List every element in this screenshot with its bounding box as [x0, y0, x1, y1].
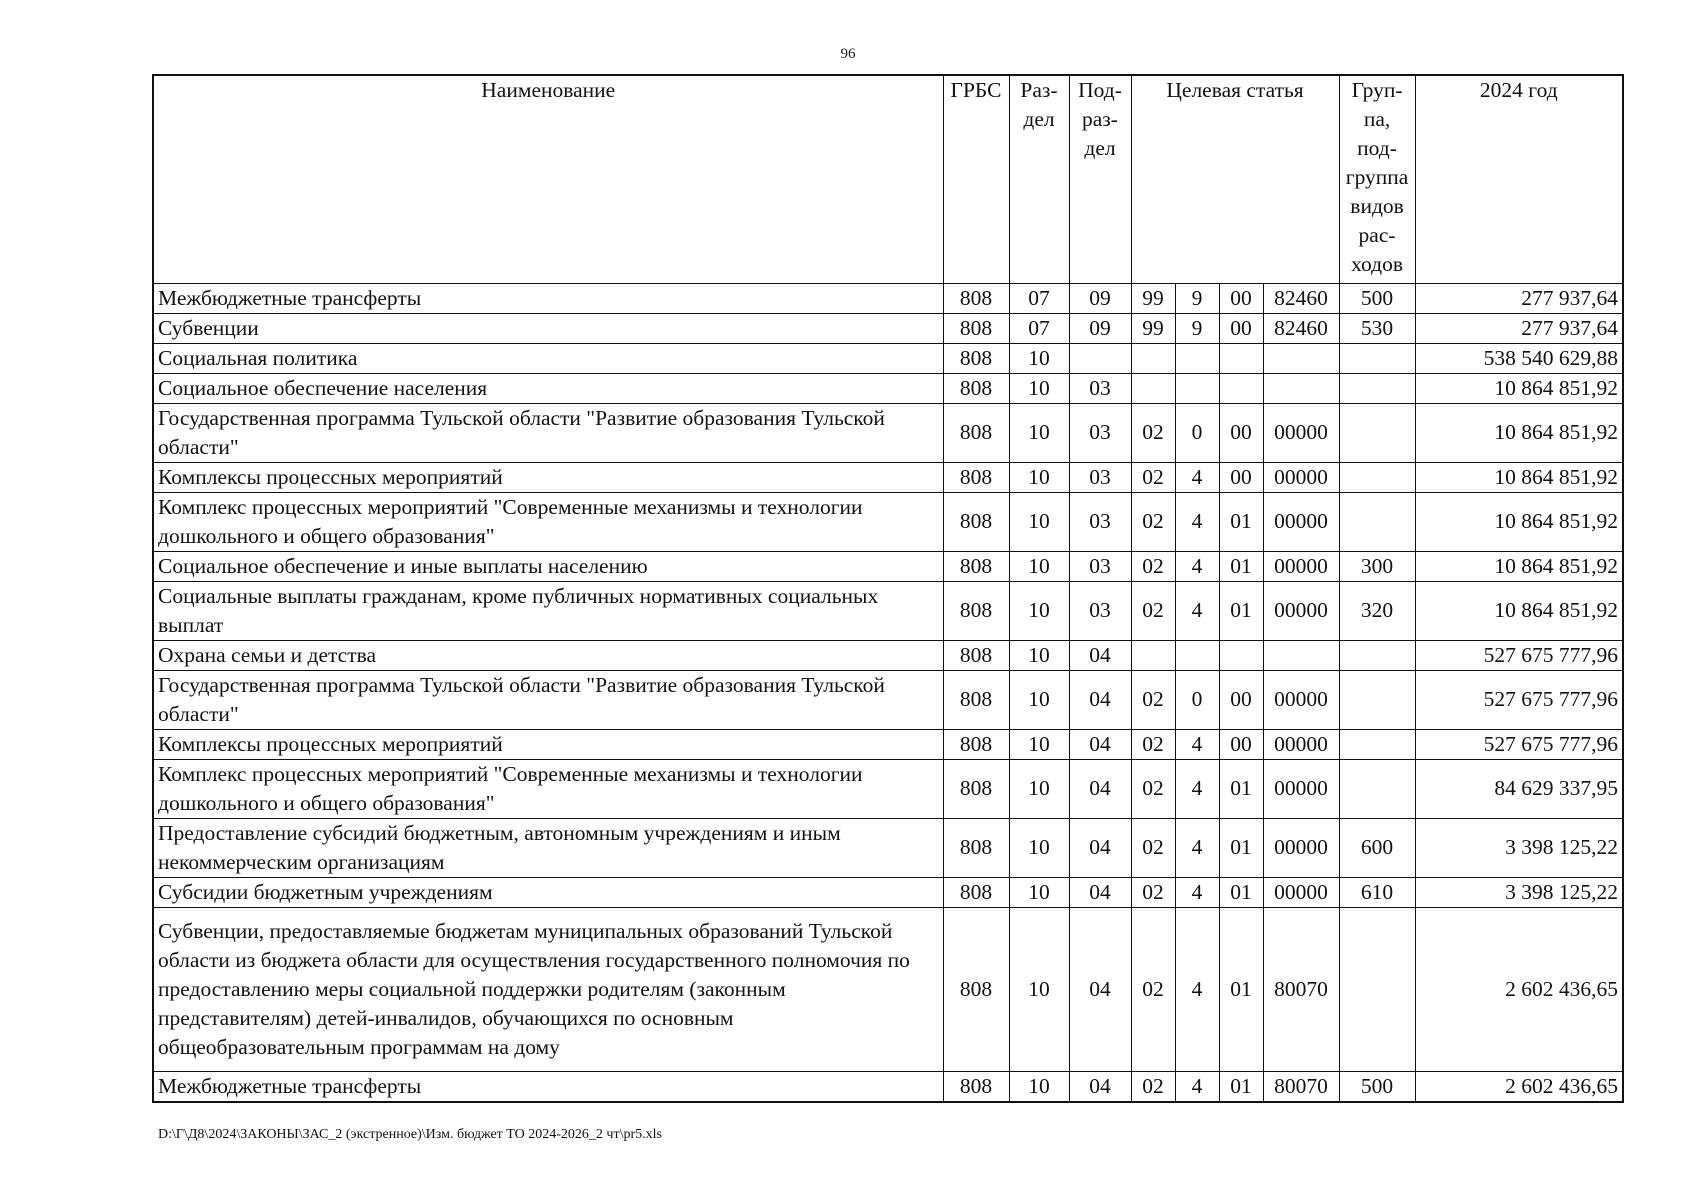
budget-table: [152, 74, 1624, 1103]
row-podrazdel: 04: [1069, 818, 1131, 877]
row-target-program: 02: [1131, 759, 1175, 818]
row-razdel: 10: [1009, 729, 1069, 759]
row-amount-2024: 277 937,64: [1415, 283, 1623, 313]
row-podrazdel: 04: [1069, 729, 1131, 759]
row-target-program: 02: [1131, 877, 1175, 907]
row-amount-2024: 10 864 851,92: [1415, 492, 1623, 551]
row-name: Субсидии бюджетным учреждениям: [153, 877, 943, 907]
row-target-type: [1175, 343, 1219, 373]
row-target-type: 4: [1175, 551, 1219, 581]
row-target-program: 02: [1131, 818, 1175, 877]
row-target-type: 4: [1175, 729, 1219, 759]
row-grbs: 808: [943, 492, 1009, 551]
row-grbs: 808: [943, 373, 1009, 403]
row-expense-group: [1339, 670, 1415, 729]
row-razdel: 10: [1009, 877, 1069, 907]
row-name: Государственная программа Тульской области "Развитие образования Тульской области": [153, 670, 943, 729]
row-name: Комплексы процессных мероприятий: [153, 729, 943, 759]
row-target-subprogram: 00: [1219, 313, 1263, 343]
file-path-footer: D:\Г\Д8\2024\ЗАКОНЫ\ЗАС_2 (экстренное)\Изм. бюджет ТО 2024-2026_2 чт\pr5.xls: [158, 1127, 662, 1142]
row-target-program: [1131, 373, 1175, 403]
row-target-direction: 82460: [1263, 313, 1339, 343]
row-grbs: 808: [943, 283, 1009, 313]
row-grbs: 808: [943, 729, 1009, 759]
row-target-direction: [1263, 343, 1339, 373]
row-razdel: 10: [1009, 818, 1069, 877]
row-podrazdel: 09: [1069, 313, 1131, 343]
header-target: Целевая статья: [1131, 75, 1339, 283]
row-amount-2024: 10 864 851,92: [1415, 581, 1623, 640]
header-name: Наименование: [153, 75, 943, 283]
row-target-type: 4: [1175, 581, 1219, 640]
row-podrazdel: 04: [1069, 670, 1131, 729]
table-row: [153, 492, 1623, 551]
row-target-direction: 00000: [1263, 462, 1339, 492]
row-name: Предоставление субсидий бюджетным, автономным учреждениям и иным некоммерческим организациям: [153, 818, 943, 877]
table-row: [153, 670, 1623, 729]
header-year: 2024 год: [1415, 75, 1623, 283]
table-row: [153, 877, 1623, 907]
row-grbs: 808: [943, 403, 1009, 462]
row-target-subprogram: [1219, 640, 1263, 670]
row-target-type: 4: [1175, 759, 1219, 818]
row-amount-2024: 10 864 851,92: [1415, 403, 1623, 462]
row-name: Государственная программа Тульской области "Развитие образования Тульской области": [153, 403, 943, 462]
row-name: Межбюджетные трансферты: [153, 283, 943, 313]
row-grbs: 808: [943, 640, 1009, 670]
row-name: Межбюджетные трансферты: [153, 1071, 943, 1102]
row-razdel: 10: [1009, 640, 1069, 670]
row-expense-group: 500: [1339, 283, 1415, 313]
row-expense-group: 500: [1339, 1071, 1415, 1102]
row-amount-2024: 2 602 436,65: [1415, 907, 1623, 1071]
row-target-direction: 00000: [1263, 551, 1339, 581]
row-target-subprogram: 01: [1219, 492, 1263, 551]
row-target-subprogram: 01: [1219, 1071, 1263, 1102]
row-razdel: 10: [1009, 1071, 1069, 1102]
row-target-type: 4: [1175, 492, 1219, 551]
row-target-subprogram: 01: [1219, 759, 1263, 818]
row-target-program: 02: [1131, 492, 1175, 551]
row-podrazdel: 04: [1069, 1071, 1131, 1102]
row-target-program: 02: [1131, 729, 1175, 759]
row-target-subprogram: 01: [1219, 551, 1263, 581]
row-podrazdel: 03: [1069, 403, 1131, 462]
row-podrazdel: 03: [1069, 462, 1131, 492]
row-grbs: 808: [943, 462, 1009, 492]
row-target-program: 02: [1131, 551, 1175, 581]
row-expense-group: [1339, 373, 1415, 403]
row-target-program: 99: [1131, 283, 1175, 313]
row-target-type: 9: [1175, 283, 1219, 313]
row-target-subprogram: 01: [1219, 581, 1263, 640]
row-grbs: 808: [943, 759, 1009, 818]
row-amount-2024: 527 675 777,96: [1415, 670, 1623, 729]
row-podrazdel: 03: [1069, 373, 1131, 403]
table-body: [153, 283, 1623, 1102]
row-grbs: 808: [943, 1071, 1009, 1102]
table-row: [153, 403, 1623, 462]
row-name: Охрана семьи и детства: [153, 640, 943, 670]
row-name: Социальные выплаты гражданам, кроме публичных нормативных социальных выплат: [153, 581, 943, 640]
row-target-subprogram: [1219, 343, 1263, 373]
row-podrazdel: 04: [1069, 759, 1131, 818]
row-razdel: 07: [1009, 313, 1069, 343]
row-target-direction: 00000: [1263, 670, 1339, 729]
row-amount-2024: 527 675 777,96: [1415, 640, 1623, 670]
row-expense-group: 600: [1339, 818, 1415, 877]
table-row: [153, 551, 1623, 581]
row-amount-2024: 277 937,64: [1415, 313, 1623, 343]
row-name: Комплексы процессных мероприятий: [153, 462, 943, 492]
page-number: 96: [840, 46, 856, 62]
row-razdel: 10: [1009, 343, 1069, 373]
row-target-type: 4: [1175, 907, 1219, 1071]
row-target-program: 02: [1131, 462, 1175, 492]
row-podrazdel: 09: [1069, 283, 1131, 313]
row-expense-group: [1339, 640, 1415, 670]
row-target-direction: 00000: [1263, 581, 1339, 640]
row-amount-2024: 538 540 629,88: [1415, 343, 1623, 373]
row-target-program: [1131, 640, 1175, 670]
row-target-subprogram: [1219, 373, 1263, 403]
table-row: [153, 283, 1623, 313]
table-row: [153, 818, 1623, 877]
table-row: [153, 581, 1623, 640]
row-target-subprogram: 00: [1219, 283, 1263, 313]
row-razdel: 10: [1009, 492, 1069, 551]
row-target-program: 02: [1131, 581, 1175, 640]
row-target-subprogram: 01: [1219, 818, 1263, 877]
row-razdel: 10: [1009, 670, 1069, 729]
row-expense-group: 300: [1339, 551, 1415, 581]
row-grbs: 808: [943, 818, 1009, 877]
row-target-subprogram: 00: [1219, 462, 1263, 492]
row-amount-2024: 10 864 851,92: [1415, 373, 1623, 403]
row-target-direction: 82460: [1263, 283, 1339, 313]
row-name: Социальное обеспечение населения: [153, 373, 943, 403]
row-target-type: 4: [1175, 877, 1219, 907]
row-target-type: 4: [1175, 1071, 1219, 1102]
row-razdel: 10: [1009, 907, 1069, 1071]
row-grbs: 808: [943, 551, 1009, 581]
row-podrazdel: 04: [1069, 907, 1131, 1071]
row-target-direction: 80070: [1263, 907, 1339, 1071]
row-expense-group: [1339, 343, 1415, 373]
row-expense-group: [1339, 759, 1415, 818]
row-expense-group: 530: [1339, 313, 1415, 343]
row-podrazdel: 04: [1069, 640, 1131, 670]
row-expense-group: 320: [1339, 581, 1415, 640]
row-razdel: 10: [1009, 462, 1069, 492]
table-row: [153, 759, 1623, 818]
row-expense-group: [1339, 729, 1415, 759]
row-razdel: 10: [1009, 759, 1069, 818]
row-razdel: 10: [1009, 373, 1069, 403]
row-name: Субвенции: [153, 313, 943, 343]
row-target-subprogram: 00: [1219, 729, 1263, 759]
row-grbs: 808: [943, 877, 1009, 907]
row-amount-2024: 3 398 125,22: [1415, 877, 1623, 907]
row-razdel: 10: [1009, 551, 1069, 581]
header-razdel: Раз- дел: [1009, 75, 1069, 283]
row-name: Социальное обеспечение и иные выплаты населению: [153, 551, 943, 581]
row-expense-group: 610: [1339, 877, 1415, 907]
row-name: Социальная политика: [153, 343, 943, 373]
row-target-subprogram: 01: [1219, 877, 1263, 907]
row-podrazdel: 04: [1069, 877, 1131, 907]
row-target-direction: [1263, 373, 1339, 403]
row-target-type: 0: [1175, 670, 1219, 729]
row-podrazdel: 03: [1069, 492, 1131, 551]
row-target-direction: 00000: [1263, 403, 1339, 462]
row-target-subprogram: 01: [1219, 907, 1263, 1071]
table-row: [153, 1071, 1623, 1102]
row-target-direction: 00000: [1263, 492, 1339, 551]
row-name: Комплекс процессных мероприятий "Современные механизмы и технологии дошкольного и общего образования": [153, 492, 943, 551]
row-target-program: 02: [1131, 403, 1175, 462]
row-amount-2024: 3 398 125,22: [1415, 818, 1623, 877]
row-grbs: 808: [943, 581, 1009, 640]
table-row: [153, 729, 1623, 759]
table-row: [153, 313, 1623, 343]
row-target-direction: 00000: [1263, 759, 1339, 818]
row-target-direction: 80070: [1263, 1071, 1339, 1102]
row-podrazdel: 03: [1069, 581, 1131, 640]
row-target-type: [1175, 640, 1219, 670]
row-grbs: 808: [943, 670, 1009, 729]
header-podrazdel: Под- раз- дел: [1069, 75, 1131, 283]
row-amount-2024: 84 629 337,95: [1415, 759, 1623, 818]
table-row: [153, 462, 1623, 492]
row-amount-2024: 2 602 436,65: [1415, 1071, 1623, 1102]
row-name: Комплекс процессных мероприятий "Современные механизмы и технологии дошкольного и общего образования": [153, 759, 943, 818]
row-podrazdel: [1069, 343, 1131, 373]
row-target-type: 4: [1175, 818, 1219, 877]
row-target-program: 02: [1131, 907, 1175, 1071]
row-razdel: 10: [1009, 581, 1069, 640]
header-group: Груп- па, под- группа видов рас- ходов: [1339, 75, 1415, 283]
table-row: [153, 640, 1623, 670]
row-target-direction: 00000: [1263, 729, 1339, 759]
table-header-row: [153, 75, 1623, 283]
row-target-program: 99: [1131, 313, 1175, 343]
row-target-subprogram: 00: [1219, 403, 1263, 462]
table-row: [153, 343, 1623, 373]
row-target-program: 02: [1131, 1071, 1175, 1102]
row-expense-group: [1339, 462, 1415, 492]
row-grbs: 808: [943, 343, 1009, 373]
row-target-direction: 00000: [1263, 818, 1339, 877]
row-expense-group: [1339, 403, 1415, 462]
row-target-direction: [1263, 640, 1339, 670]
row-amount-2024: 527 675 777,96: [1415, 729, 1623, 759]
row-target-type: 4: [1175, 462, 1219, 492]
header-grbs: ГРБС: [943, 75, 1009, 283]
row-grbs: 808: [943, 907, 1009, 1071]
row-target-program: 02: [1131, 670, 1175, 729]
row-expense-group: [1339, 907, 1415, 1071]
row-target-type: 0: [1175, 403, 1219, 462]
row-name: Субвенции, предоставляемые бюджетам муниципальных образований Тульской области из бюджета области для осуществления государственного полномочия по предоставлению меры социальной поддержки родителям (законным представителям) детей-инвалидов, обучающихся по основным общеобразовательным программам на дому: [153, 907, 943, 1071]
table-row: [153, 907, 1623, 1071]
row-podrazdel: 03: [1069, 551, 1131, 581]
row-target-direction: 00000: [1263, 877, 1339, 907]
row-amount-2024: 10 864 851,92: [1415, 551, 1623, 581]
row-razdel: 07: [1009, 283, 1069, 313]
row-expense-group: [1339, 492, 1415, 551]
row-target-subprogram: 00: [1219, 670, 1263, 729]
row-amount-2024: 10 864 851,92: [1415, 462, 1623, 492]
row-target-type: 9: [1175, 313, 1219, 343]
row-grbs: 808: [943, 313, 1009, 343]
row-target-program: [1131, 343, 1175, 373]
row-target-type: [1175, 373, 1219, 403]
row-razdel: 10: [1009, 403, 1069, 462]
table-row: [153, 373, 1623, 403]
